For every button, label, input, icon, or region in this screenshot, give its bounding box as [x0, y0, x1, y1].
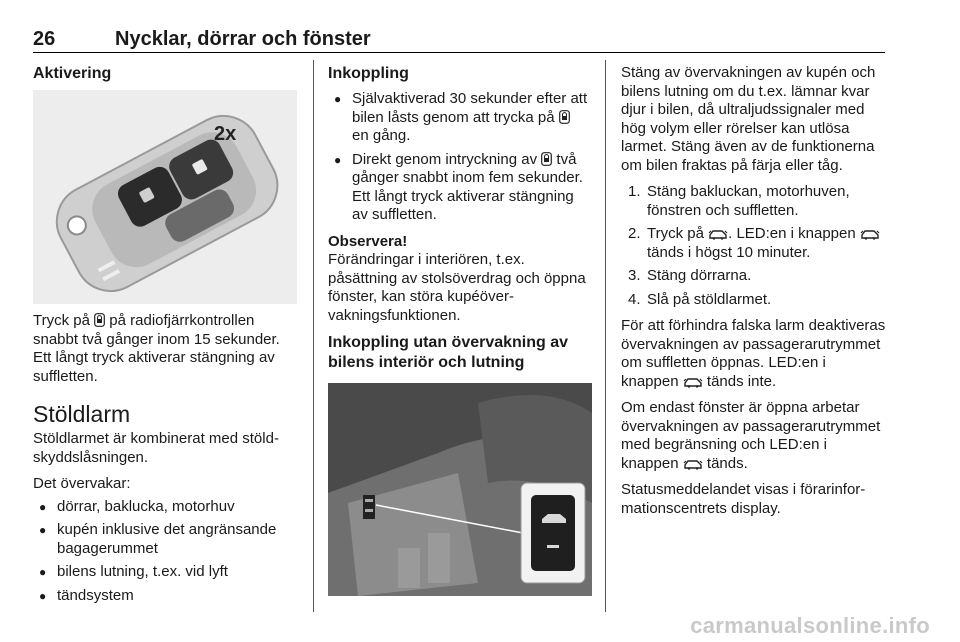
status-message-paragraph: Statusmeddelandet visas i förarinformationscentrets display. — [621, 481, 866, 517]
monitors-list — [33, 498, 299, 606]
list-item: 3. Stäng dörrarna. — [628, 267, 752, 284]
dashboard-button-figure — [328, 383, 592, 596]
false-alarm-paragraph: För att förhindra falska larm deaktiveras övervakningen av passagerarutrymmet om suffletten öppnas. LED:en i knappen tänds inte. — [621, 317, 886, 390]
chapter-title: Nycklar, dörrar och fönster — [115, 28, 371, 50]
header-rule — [33, 52, 885, 53]
monitors-label: Det övervakar: — [33, 475, 131, 492]
page-number: 26 — [33, 28, 56, 50]
list-item: 1. Stäng bakluckan, motorhuven, fönstren och suffletten. — [628, 183, 850, 219]
car-tilt-icon — [683, 376, 703, 388]
key-lock-icon — [94, 313, 105, 327]
subheading-utan-overvakning: Inkoppling utan övervakning av bilens interiör och lutning — [328, 334, 569, 371]
key-lock-icon — [559, 110, 570, 124]
intro-paragraph: Stäng av övervakningen av kupén och bilens lutning om du t.ex. lämnar kvar djur i bilen, då ultraljudssignaler med hög volym eller rörelser kan utlösa larmet. Stäng även av de funktionerna om bilen fraktas på färja eller tåg. — [621, 64, 876, 174]
inkoppling-list — [328, 90, 590, 225]
page-header — [33, 28, 885, 52]
list-item: 4. Slå på stöldlarmet. — [628, 290, 772, 308]
key-lock-icon — [541, 152, 552, 166]
section-intro: Stöldlarmet är kombinerat med stöldskyddslåsningen. — [33, 430, 279, 466]
section-title: Stöldlarm — [33, 401, 131, 427]
car-tilt-icon — [683, 458, 703, 470]
list-item: 2. Tryck på . LED:en i knappen tänds i högst 10 minuter. — [621, 225, 887, 262]
list-item: ● Direkt genom intryckning av två gånger snabbt inom fem sekunder. Ett långt tryck aktiverar stängning av suffletten. — [328, 151, 590, 225]
column-divider — [605, 60, 606, 612]
note-label: Observera! — [328, 232, 408, 250]
steps-list — [621, 183, 887, 309]
car-tilt-icon — [860, 228, 880, 240]
windows-open-paragraph: Om endast fönster är öppna arbetar övervakningen av passagerarutrymmet med begränsning och LED:en i knappen tänds. — [621, 399, 881, 472]
press-twice-label: 2x — [214, 123, 237, 145]
heading-aktivering: Aktivering — [33, 65, 112, 82]
list-item: ● dörrar, baklucka, motorhuv — [33, 498, 299, 517]
column-1 — [33, 64, 299, 613]
column-2 — [328, 64, 590, 604]
note-text: Förändringar i interiören, t.ex. påsättning av stolsöverdrag och öppna fönster, kan störa kupéövervakningsfunktionen. — [328, 251, 586, 324]
heading-inkoppling: Inkoppling — [328, 65, 409, 82]
aktivering-paragraph: Tryck på på radiofjärrkontrollen snabbt två gånger inom 15 sekunder. Ett långt tryck aktiverar stängning av suffletten. — [33, 312, 280, 385]
list-item: ● bilens lutning, t.ex. vid lyft — [33, 563, 299, 582]
column-3 — [621, 64, 887, 526]
list-item: ● kupén inklusive det angränsande bagagerummet — [33, 521, 299, 558]
watermark: carmanualsonline.info — [690, 613, 930, 638]
car-tilt-icon — [708, 228, 728, 240]
list-item: ● tändsystem — [33, 587, 299, 606]
column-divider — [313, 60, 314, 612]
list-item: ● Självaktiverad 30 sekunder efter att bilen låsts genom att trycka på en gång. — [328, 90, 590, 146]
key-fob-figure — [33, 90, 297, 304]
